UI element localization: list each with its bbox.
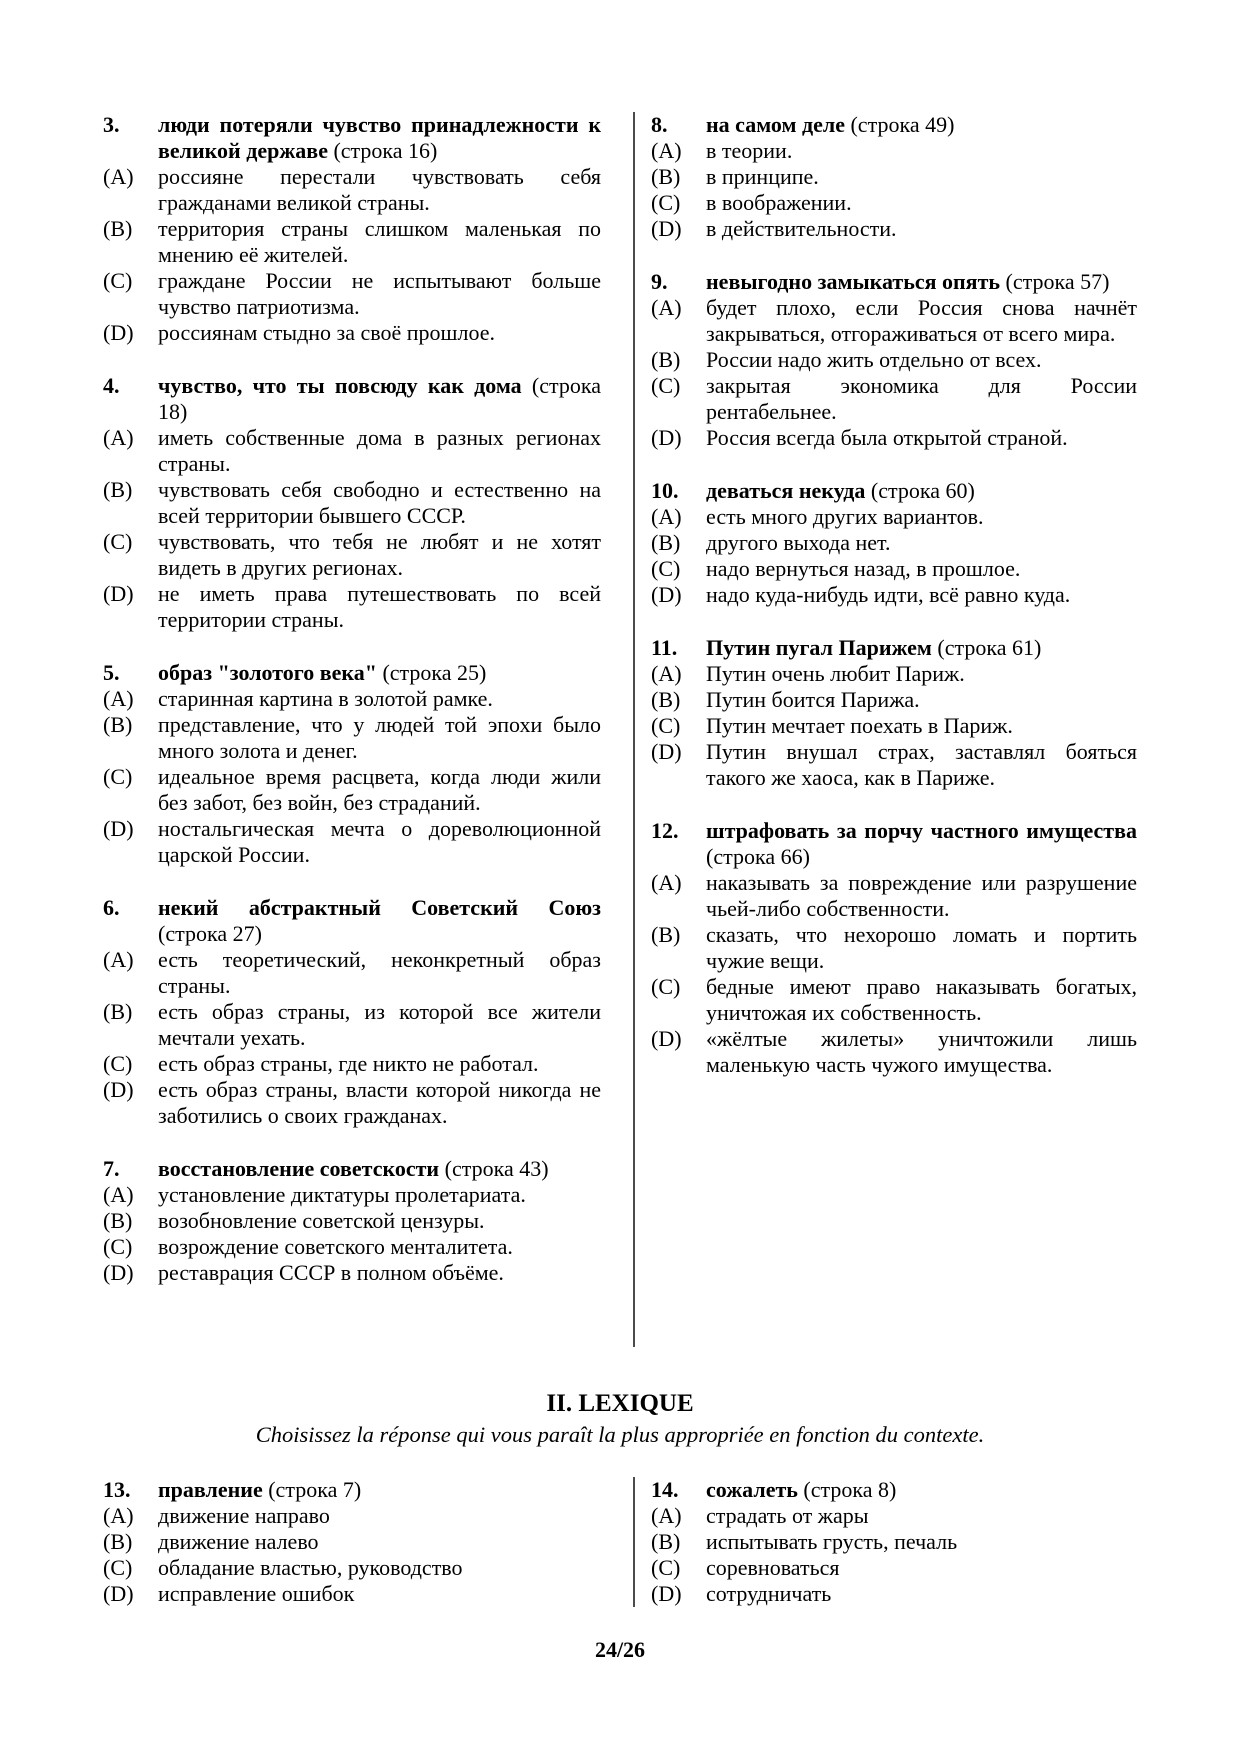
option-letter: (D): [651, 739, 682, 764]
option-text: представление, что у людей той эпохи было много золота и денег.: [158, 712, 601, 763]
question-title: Путин пугал Парижем: [706, 635, 932, 660]
question-header: [103, 1477, 601, 1503]
option-text: Путин боится Парижа.: [706, 687, 920, 712]
question-line-ref: (строка 8): [803, 1477, 897, 1502]
option-letter: (B): [651, 530, 681, 555]
question-block: [651, 1477, 1137, 1607]
option-letter: (B): [103, 216, 133, 241]
option-text: иметь собственные дома в разных регионах страны.: [158, 425, 601, 476]
option-text: Путин мечтает поехать в Париж.: [706, 713, 1013, 738]
option-text: закрытая экономика для России рентабельнее.: [706, 373, 1137, 424]
option-text: территория страны слишком маленькая по мнению её жителей.: [158, 216, 601, 267]
option-letter: (A): [651, 504, 682, 529]
answer-option: [651, 739, 1137, 791]
answer-option: [103, 816, 601, 868]
question-title: невыгодно замыкаться опять: [706, 269, 1001, 294]
option-letter: (A): [103, 1182, 134, 1207]
question-title-line: [158, 895, 601, 947]
question-title-line: [706, 635, 1137, 661]
question-title-line: [706, 112, 1137, 138]
question-title-line: [706, 1477, 1137, 1503]
question-block: [103, 1477, 601, 1607]
lexique-section-header: [103, 1389, 1137, 1449]
column-right: [651, 112, 1137, 1347]
answer-option: [103, 999, 601, 1051]
option-letter: (D): [103, 320, 134, 345]
question-title: восстановление советскости: [158, 1156, 440, 1181]
option-text: граждане России не испытывают больше чувство патриотизма.: [158, 268, 601, 319]
option-letter: (A): [651, 138, 682, 163]
option-text: обладание властью, руководство: [158, 1555, 463, 1580]
option-letter: (A): [651, 661, 682, 686]
question-header: [103, 1156, 601, 1182]
question-line-ref: (строка 25): [382, 660, 487, 685]
answer-option: [651, 556, 1137, 582]
answer-option: [651, 1503, 1137, 1529]
option-letter: (B): [651, 1529, 681, 1554]
answer-option: [103, 1529, 601, 1555]
question-line-ref: (строка 16): [333, 138, 438, 163]
page-number: 24/26: [594, 1637, 646, 1662]
question-title: люди потеряли чувство принадлежности к великой державе: [158, 112, 601, 163]
answer-option: [651, 661, 1137, 687]
option-letter: (C): [651, 713, 681, 738]
answer-option: [651, 190, 1137, 216]
option-text: соревноваться: [706, 1555, 840, 1580]
question-title-line: [158, 112, 601, 164]
question-line-ref: (строка 18): [158, 373, 602, 424]
option-letter: (D): [103, 1581, 134, 1606]
option-letter: (A): [103, 686, 134, 711]
comprehension-questions-section: [103, 112, 1137, 1347]
question-number: 3.: [103, 112, 120, 137]
option-letter: (D): [651, 1026, 682, 1051]
question-block: [651, 269, 1137, 451]
answer-option: [103, 216, 601, 268]
answer-option: [103, 581, 601, 633]
option-text: есть образ страны, где никто не работал.: [158, 1051, 539, 1076]
option-letter: (C): [103, 1051, 133, 1076]
option-letter: (A): [651, 870, 682, 895]
question-number: 10.: [651, 478, 679, 503]
question-number: 4.: [103, 373, 120, 398]
option-text: есть образ страны, из которой все жители мечтали уехать.: [158, 999, 601, 1050]
question-title-line: [706, 818, 1137, 870]
question-line-ref: (строка 27): [158, 921, 262, 946]
option-letter: (C): [103, 268, 133, 293]
question-title-line: [158, 1477, 601, 1503]
question-title-line: [706, 269, 1137, 295]
answer-option: [651, 530, 1137, 556]
question-number: 13.: [103, 1477, 131, 1502]
column-divider: [633, 112, 635, 1347]
question-title: на самом деле: [706, 112, 845, 137]
option-letter: (C): [103, 1234, 133, 1259]
option-letter: (B): [103, 999, 133, 1024]
answer-option: [651, 216, 1137, 242]
answer-option: [651, 582, 1137, 608]
answer-option: [103, 1503, 601, 1529]
option-letter: (B): [651, 922, 681, 947]
option-text: чувствовать себя свободно и естественно на всей территории бывшего СССР.: [158, 477, 601, 528]
column-left-lower: [103, 1477, 601, 1607]
option-text: сказать, что нехорошо ломать и портить чужие вещи.: [706, 922, 1137, 973]
lexique-questions-section: [103, 1477, 1137, 1607]
answer-option: [651, 1529, 1137, 1555]
answer-option: [103, 1555, 601, 1581]
question-block: [651, 478, 1137, 608]
option-text: есть много других вариантов.: [706, 504, 984, 529]
option-text: в воображении.: [706, 190, 852, 215]
option-letter: (B): [103, 477, 133, 502]
answer-option: [103, 1077, 601, 1129]
answer-option: [651, 373, 1137, 425]
option-text: в действительности.: [706, 216, 897, 241]
option-text: будет плохо, если Россия снова начнёт закрываться, отгораживаться от всего мира.: [706, 295, 1137, 346]
answer-option: [103, 1581, 601, 1607]
question-title: деваться некуда: [706, 478, 866, 503]
question-title: сожалеть: [706, 1477, 798, 1502]
question-line-ref: (строка 57): [1005, 269, 1110, 294]
question-block: [103, 1156, 601, 1286]
option-text: исправление ошибок: [158, 1581, 355, 1606]
question-block: [651, 112, 1137, 242]
question-header: [103, 660, 601, 686]
answer-option: [103, 712, 601, 764]
option-letter: (C): [103, 529, 133, 554]
option-letter: (B): [103, 1208, 133, 1233]
option-text: старинная картина в золотой рамке.: [158, 686, 493, 711]
answer-option: [651, 974, 1137, 1026]
option-letter: (C): [103, 1555, 133, 1580]
option-text: не иметь права путешествовать по всей территории страны.: [158, 581, 601, 632]
option-letter: (D): [651, 216, 682, 241]
option-letter: (D): [103, 1077, 134, 1102]
question-title: правление: [158, 1477, 263, 1502]
question-title-line: [158, 660, 601, 686]
option-text: ностальгическая мечта о дореволюционной царской России.: [158, 816, 601, 867]
option-letter: (B): [103, 712, 133, 737]
option-letter: (D): [651, 582, 682, 607]
answer-option: [651, 713, 1137, 739]
column-right-lower: [651, 1477, 1137, 1607]
question-title-line: [158, 373, 601, 425]
answer-option: [103, 764, 601, 816]
question-block: [103, 660, 601, 868]
question-title-line: [706, 478, 1137, 504]
answer-option: [651, 425, 1137, 451]
option-text: сотрудничать: [706, 1581, 832, 1606]
option-letter: (D): [651, 1581, 682, 1606]
answer-option: [651, 1026, 1137, 1078]
answer-option: [103, 529, 601, 581]
option-text: Путин очень любит Париж.: [706, 661, 965, 686]
option-letter: (B): [103, 1529, 133, 1554]
option-text: в теории.: [706, 138, 793, 163]
question-number: 11.: [651, 635, 678, 660]
option-text: есть теоретический, неконкретный образ страны.: [158, 947, 601, 998]
option-text: наказывать за повреждение или разрушение чьей-либо собственности.: [706, 870, 1137, 921]
question-header: [651, 635, 1137, 661]
option-letter: (A): [103, 164, 134, 189]
question-line-ref: (строка 61): [937, 635, 1042, 660]
option-text: России надо жить отдельно от всех.: [706, 347, 1042, 372]
answer-option: [103, 164, 601, 216]
option-text: движение налево: [158, 1529, 319, 1554]
option-letter: (A): [651, 295, 682, 320]
answer-option: [103, 268, 601, 320]
question-number: 9.: [651, 269, 668, 294]
question-number: 7.: [103, 1156, 120, 1181]
question-header: [651, 818, 1137, 870]
option-text: установление диктатуры пролетариата.: [158, 1182, 526, 1207]
option-letter: (C): [651, 1555, 681, 1580]
column-divider-lower: [633, 1477, 635, 1607]
answer-option: [651, 504, 1137, 530]
question-number: 14.: [651, 1477, 679, 1502]
answer-option: [651, 1555, 1137, 1581]
answer-option: [103, 1051, 601, 1077]
question-block: [103, 373, 601, 633]
answer-option: [651, 687, 1137, 713]
question-line-ref: (строка 60): [870, 478, 975, 503]
question-title: образ "золотого века": [158, 660, 377, 685]
option-text: страдать от жары: [706, 1503, 869, 1528]
question-header: [103, 373, 601, 425]
option-letter: (A): [103, 1503, 134, 1528]
option-text: россиянам стыдно за своё прошлое.: [158, 320, 496, 345]
option-text: бедные имеют право наказывать богатых, уничтожая их собственность.: [706, 974, 1137, 1025]
question-block: [651, 635, 1137, 791]
answer-option: [103, 320, 601, 346]
question-header: [651, 478, 1137, 504]
question-line-ref: (строка 7): [268, 1477, 362, 1502]
question-header: [103, 895, 601, 947]
answer-option: [103, 1234, 601, 1260]
question-block: [103, 112, 601, 346]
answer-option: [651, 870, 1137, 922]
option-letter: (A): [103, 947, 134, 972]
option-text: надо вернуться назад, в прошлое.: [706, 556, 1021, 581]
answer-option: [651, 922, 1137, 974]
option-text: реставрация СССР в полном объёме.: [158, 1260, 504, 1285]
option-letter: (A): [103, 425, 134, 450]
option-text: надо куда-нибудь идти, всё равно куда.: [706, 582, 1071, 607]
question-header: [651, 1477, 1137, 1503]
question-title: штрафовать за порчу частного имущества: [706, 818, 1137, 843]
answer-option: [103, 686, 601, 712]
option-text: есть образ страны, власти которой никогда не заботились о своих гражданах.: [158, 1077, 601, 1128]
answer-option: [103, 947, 601, 999]
option-letter: (D): [103, 1260, 134, 1285]
option-text: движение направо: [158, 1503, 330, 1528]
option-letter: (C): [103, 764, 133, 789]
section-instructions: Choisissez la réponse qui vous paraît la plus appropriée en fonction du contexte.: [255, 1422, 985, 1447]
question-title: некий абстрактный Советский Союз: [158, 895, 601, 920]
option-text: россияне перестали чувствовать себя гражданами великой страны.: [158, 164, 601, 215]
question-block: [651, 818, 1137, 1078]
option-text: возрождение советского менталитета.: [158, 1234, 513, 1259]
answer-option: [651, 347, 1137, 373]
option-letter: (D): [651, 425, 682, 450]
answer-option: [103, 425, 601, 477]
answer-option: [651, 295, 1137, 347]
option-text: чувствовать, что тебя не любят и не хотят видеть в других регионах.: [158, 529, 601, 580]
answer-option: [103, 1182, 601, 1208]
option-text: возобновление советской цензуры.: [158, 1208, 485, 1233]
option-letter: (C): [651, 373, 681, 398]
option-letter: (C): [651, 190, 681, 215]
option-text: испытывать грусть, печаль: [706, 1529, 958, 1554]
answer-option: [103, 1208, 601, 1234]
question-line-ref: (строка 43): [444, 1156, 549, 1181]
option-text: Россия всегда была открытой страной.: [706, 425, 1068, 450]
question-number: 12.: [651, 818, 679, 843]
option-letter: (B): [651, 164, 681, 189]
question-header: [103, 112, 601, 164]
option-letter: (C): [651, 974, 681, 999]
option-text: «жёлтые жилеты» уничтожили лишь маленькую часть чужого имущества.: [706, 1026, 1137, 1077]
question-line-ref: (строка 49): [850, 112, 955, 137]
answer-option: [103, 477, 601, 529]
option-letter: (D): [103, 581, 134, 606]
answer-option: [651, 1581, 1137, 1607]
option-letter: (A): [651, 1503, 682, 1528]
option-text: в принципе.: [706, 164, 819, 189]
option-letter: (C): [651, 556, 681, 581]
option-letter: (B): [651, 687, 681, 712]
option-text: идеальное время расцвета, когда люди жили без забот, без войн, без страданий.: [158, 764, 601, 815]
question-number: 6.: [103, 895, 120, 920]
option-letter: (D): [103, 816, 134, 841]
question-header: [651, 112, 1137, 138]
question-number: 5.: [103, 660, 120, 685]
question-title: чувство, что ты повсюду как дома: [158, 373, 522, 398]
question-line-ref: (строка 66): [706, 844, 810, 869]
section-title: II. LEXIQUE: [546, 1390, 694, 1417]
option-text: Путин внушал страх, заставлял бояться такого же хаоса, как в Париже.: [706, 739, 1137, 790]
question-title-line: [158, 1156, 601, 1182]
answer-option: [651, 138, 1137, 164]
option-letter: (B): [651, 347, 681, 372]
question-header: [651, 269, 1137, 295]
column-left: [103, 112, 601, 1347]
option-text: другого выхода нет.: [706, 530, 891, 555]
answer-option: [651, 164, 1137, 190]
question-number: 8.: [651, 112, 668, 137]
question-block: [103, 895, 601, 1129]
answer-option: [103, 1260, 601, 1286]
